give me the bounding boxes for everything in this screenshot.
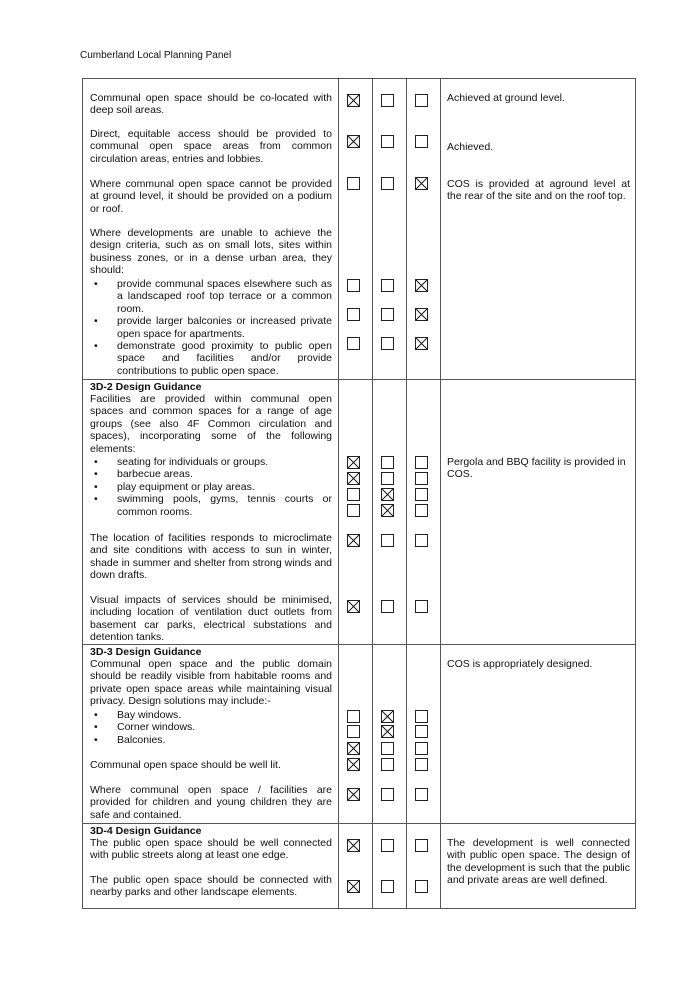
checkbox-checked[interactable] [381,725,394,738]
comment-cell [441,79,636,380]
checkbox-column [373,824,407,909]
checkbox-checked[interactable] [347,839,360,852]
checkbox[interactable] [381,742,394,755]
checkbox[interactable] [415,472,428,485]
checkbox-column [407,380,441,645]
checkbox-checked[interactable] [415,337,428,350]
table-row-3d1 [83,79,636,380]
checkbox[interactable] [381,308,394,321]
guidance-cell [83,380,339,645]
checkbox-checked[interactable] [347,880,360,893]
checkbox[interactable] [415,758,428,771]
checkbox[interactable] [347,279,360,292]
checkbox[interactable] [415,788,428,801]
checkbox[interactable] [415,94,428,107]
guidance-text: Communal open space should be well lit. [90,759,281,771]
checkbox-checked[interactable] [347,472,360,485]
list-item: • barbecue areas. [90,468,332,480]
checkbox[interactable] [381,135,394,148]
checkbox-checked[interactable] [347,94,360,107]
checkbox-checked[interactable] [381,504,394,517]
comment-text: COS is appropriately designed. [447,658,593,670]
checkbox[interactable] [381,472,394,485]
checkbox-checked[interactable] [347,788,360,801]
checkbox[interactable] [415,456,428,469]
checkbox[interactable] [381,839,394,852]
checkbox-checked[interactable] [347,600,360,613]
comment-text: Pergola and BBQ facility is provided in COS. [447,456,626,481]
checkbox[interactable] [415,880,428,893]
guidance-text: Where communal open space cannot be provided at ground level, it should be provided on a podium or roof. [90,178,332,215]
checkbox-checked[interactable] [381,710,394,723]
checkbox[interactable] [347,337,360,350]
table-row-3d3 [83,645,636,824]
checkbox-column [373,79,407,380]
checkbox[interactable] [347,725,360,738]
guidance-cell [83,79,339,380]
checkbox[interactable] [415,135,428,148]
checkbox-checked[interactable] [381,488,394,501]
compliance-table [82,78,636,909]
checkbox-column [407,824,441,909]
checkbox-checked[interactable] [347,758,360,771]
guidance-text: Direct, equitable access should be provided to communal open space areas from common circulation areas, entries and lobbies. [90,128,332,165]
checkbox-column [373,380,407,645]
checkbox-column [407,79,441,380]
comment-text: Achieved at ground level. [447,92,565,104]
list-item: • Balconies. [90,734,332,746]
section-heading: 3D-4 Design Guidance [90,825,202,837]
comment-text: COS is provided at aground level at the rear of the site and on the roof top. [447,178,630,203]
checkbox[interactable] [347,504,360,517]
guidance-text: The public open space should be well connected with public streets along at least one edge. [90,837,332,862]
checkbox[interactable] [381,177,394,190]
checkbox[interactable] [415,600,428,613]
checkbox[interactable] [415,742,428,755]
checkbox[interactable] [381,758,394,771]
guidance-text: The location of facilities responds to microclimate and site conditions with access to sun in winter, shade in summer and shelter from strong winds and down drafts. [90,532,332,582]
list-item: • provide communal spaces elsewhere such as a landscaped roof top terrace or a common room. [90,278,332,315]
checkbox-column [339,380,373,645]
checkbox-column [407,645,441,824]
guidance-text: Communal open space and the public domain should be readily visible from habitable rooms and private open space areas while maintaining visual privacy. Design solutions may include:- [90,658,332,708]
checkbox-checked[interactable] [347,135,360,148]
list-item: • Bay windows. [90,709,332,721]
section-heading: 3D-2 Design Guidance [90,381,202,393]
checkbox-checked[interactable] [347,742,360,755]
guidance-text: Where developments are unable to achieve the design criteria, such as on small lots, sites within business zones, or in a dense urban area, they should: [90,227,332,277]
section-heading: 3D-3 Design Guidance [90,646,202,658]
checkbox-checked[interactable] [415,308,428,321]
checkbox-column [339,79,373,380]
checkbox[interactable] [381,880,394,893]
guidance-text: Facilities are provided within communal open spaces and common spaces for a range of age groups (see also 4F Common circulation and spaces), incorporating some of the following elements: [90,393,332,455]
checkbox[interactable] [347,308,360,321]
guidance-text: Visual impacts of services should be minimised, including location of ventilation duct outlets from basement car parks, electrical substations and detention tanks. [90,594,332,644]
bullet-list [90,456,332,518]
checkbox[interactable] [381,337,394,350]
checkbox[interactable] [381,456,394,469]
list-item: • provide larger balconies or increased private open space for apartments. [90,315,332,340]
checkbox[interactable] [381,600,394,613]
guidance-text: The public open space should be connected with nearby parks and other landscape elements. [90,874,332,899]
bullet-list [90,709,332,746]
list-item: • demonstrate good proximity to public open space and facilities and/or provide contributions to public open space. [90,340,332,377]
comment-cell [441,824,636,909]
comment-cell [441,380,636,645]
checkbox-checked[interactable] [415,177,428,190]
table-row-3d4 [83,824,636,909]
checkbox[interactable] [347,488,360,501]
checkbox[interactable] [347,177,360,190]
list-item: • swimming pools, gyms, tennis courts or common rooms. [90,493,332,518]
checkbox-checked[interactable] [347,534,360,547]
checkbox-checked[interactable] [347,456,360,469]
checkbox-checked[interactable] [415,279,428,292]
guidance-cell [83,645,339,824]
checkbox[interactable] [415,839,428,852]
checkbox[interactable] [381,534,394,547]
checkbox-column [339,824,373,909]
list-item: • play equipment or play areas. [90,481,332,493]
guidance-text: Where communal open space / facilities are provided for children and young children they are safe and contained. [90,784,332,821]
comment-text: Achieved. [447,141,494,153]
checkbox[interactable] [415,504,428,517]
list-item: • Corner windows. [90,721,332,733]
comment-text: The development is well connected with public open space. The design of the development is such that the public and private areas are well defined. [447,837,630,887]
guidance-cell [83,824,339,909]
checkbox[interactable] [381,279,394,292]
bullet-list [90,278,332,377]
checkbox[interactable] [415,725,428,738]
checkbox[interactable] [415,534,428,547]
checkbox[interactable] [381,788,394,801]
checkbox[interactable] [347,710,360,723]
list-item: • seating for individuals or groups. [90,456,332,468]
comment-cell [441,645,636,824]
checkbox[interactable] [415,488,428,501]
table-row-3d2 [83,380,636,645]
checkbox-column [339,645,373,824]
checkbox[interactable] [381,94,394,107]
guidance-text: Communal open space should be co-located with deep soil areas. [90,92,332,117]
checkbox[interactable] [415,710,428,723]
checkbox-column [373,645,407,824]
page-header: Cumberland Local Planning Panel [80,50,232,61]
